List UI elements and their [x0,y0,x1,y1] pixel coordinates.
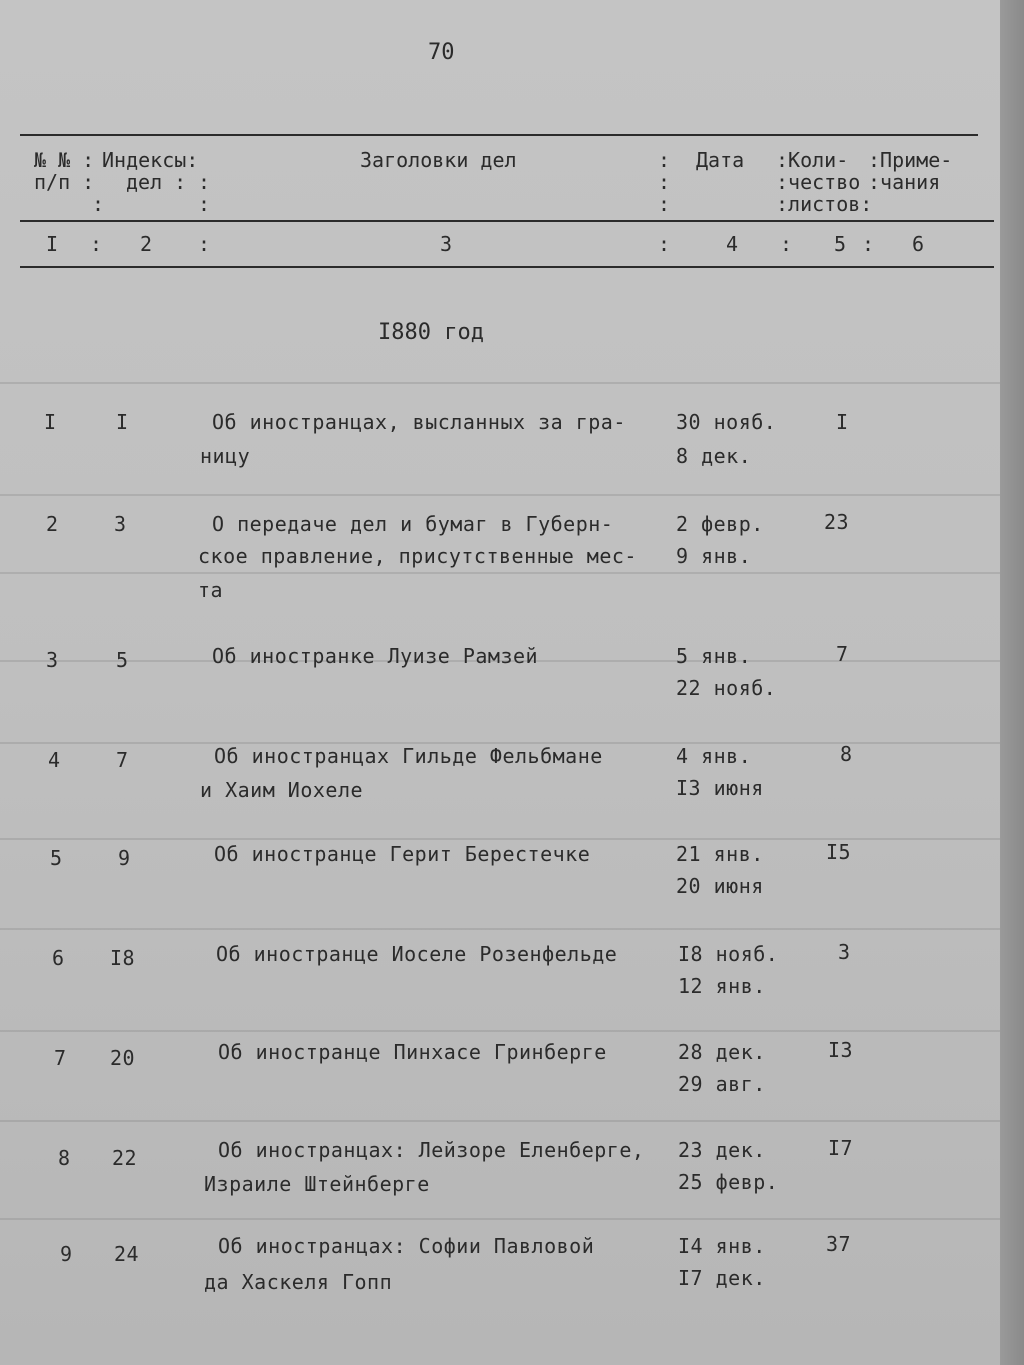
row-date: I7 дек. [678,1266,766,1290]
bleed-through-line [0,928,1000,930]
header-col-sheets-line1: :Коли- [776,148,849,172]
column-number: 2 [140,232,153,256]
row-number: 2 [46,512,59,536]
row-sheets: 3 [838,940,851,964]
row-sheets: I3 [828,1038,854,1062]
row-date: 25 февр. [678,1170,779,1194]
column-separator: : [90,232,103,256]
row-title-line: Израиле Штейнберге [204,1172,430,1196]
header-top-rule [20,134,978,136]
row-title-line: Об иностранцах: Софии Павловой [218,1234,595,1258]
year-heading: I880 год [378,320,484,345]
row-date: 4 янв. [676,744,752,768]
row-number: 5 [50,846,63,870]
row-title-line: ницу [200,444,251,468]
row-index: I8 [110,946,136,970]
row-index: 20 [110,1046,136,1070]
header-separator: : [658,148,671,172]
header-col-number-line1: № № : [34,148,95,172]
row-sheets: 8 [840,742,853,766]
row-number: I [44,410,57,434]
bleed-through-line [0,572,1000,574]
row-title-line: Об иностранке Луизе Рамзей [212,644,539,668]
row-number: 8 [58,1146,71,1170]
row-title-line: и Хаим Иохеле [200,778,364,802]
header-bottom-rule [20,266,994,268]
row-title-line: Об иностранце Герит Берестечке [214,842,591,866]
row-title-line: Об иностранцах, высланных за гра- [212,410,626,434]
row-sheets: 23 [824,510,850,534]
header-col-index-line2: дел : [126,170,187,194]
bleed-through-line [0,382,1000,384]
row-title-line: Об иностранце Иоселе Розенфельде [216,942,618,966]
row-date: 8 дек. [676,444,752,468]
scanner-edge [1000,0,1024,1365]
row-sheets: 37 [826,1232,852,1256]
column-separator: : [198,232,211,256]
page-number: 70 [428,40,455,65]
column-number: 4 [726,232,739,256]
row-date: 30 нояб. [676,410,777,434]
column-separator: : [780,232,793,256]
row-sheets: I5 [826,840,852,864]
row-sheets: I [836,410,849,434]
row-date: 20 июня [676,874,764,898]
row-date: 29 авг. [678,1072,766,1096]
bleed-through-line [0,1120,1000,1122]
bleed-through-line [0,494,1000,496]
bleed-through-line [0,1218,1000,1220]
row-number: 3 [46,648,59,672]
column-number: 5 [834,232,847,256]
row-date: I3 июня [676,776,764,800]
row-sheets: I7 [828,1136,854,1160]
row-index: 9 [118,846,131,870]
header-separator: : [198,170,211,194]
row-date: 28 дек. [678,1040,766,1064]
header-col-index-line1: Индексы: [102,148,199,172]
column-number: 3 [440,232,453,256]
row-date: 9 янв. [676,544,752,568]
header-col-notes-line1: :Приме- [868,148,953,172]
column-number: I [46,232,59,256]
row-date: 23 дек. [678,1138,766,1162]
row-index: 5 [116,648,129,672]
row-date: 21 янв. [676,842,764,866]
row-title-line: О передаче дел и бумаг в Губерн- [212,512,614,536]
row-date: 5 янв. [676,644,752,668]
row-number: 9 [60,1242,73,1266]
row-index: 3 [114,512,127,536]
header-col-date: Дата [696,148,745,172]
bleed-through-line [0,1030,1000,1032]
header-col-number-line2: п/п : [34,170,95,194]
row-title-line: та [198,578,224,602]
row-date: 22 нояб. [676,676,777,700]
row-number: 7 [54,1046,67,1070]
header-col-index-line3: : [92,192,105,216]
row-index: 22 [112,1146,138,1170]
header-col-notes-line2: :чания [868,170,941,194]
header-mid-rule [20,220,994,222]
header-col-sheets-line2: :чество [776,170,861,194]
row-title-line: Об иностранце Пинхасе Гринберге [218,1040,607,1064]
row-title-line: Об иностранцах Гильде Фельбмане [214,744,603,768]
row-title-line: ское правление, присутственные мес- [198,544,637,568]
header-separator: : [198,192,211,216]
header-separator: : [658,170,671,194]
row-date: I4 янв. [678,1234,766,1258]
row-index: I [116,410,129,434]
header-col-sheets-line3: :листов: [776,192,873,216]
row-date: 12 янв. [678,974,766,998]
row-title-line: да Хаскеля Гопп [204,1270,393,1294]
header-col-titles: Заголовки дел [360,148,517,172]
row-index: 24 [114,1242,140,1266]
row-date: I8 нояб. [678,942,779,966]
column-number: 6 [912,232,925,256]
column-separator: : [658,232,671,256]
row-sheets: 7 [836,642,849,666]
row-number: 4 [48,748,61,772]
row-number: 6 [52,946,65,970]
header-separator: : [658,192,671,216]
column-separator: : [862,232,875,256]
row-date: 2 февр. [676,512,764,536]
row-title-line: Об иностранцах: Лейзоре Еленберге, [218,1138,645,1162]
row-index: 7 [116,748,129,772]
